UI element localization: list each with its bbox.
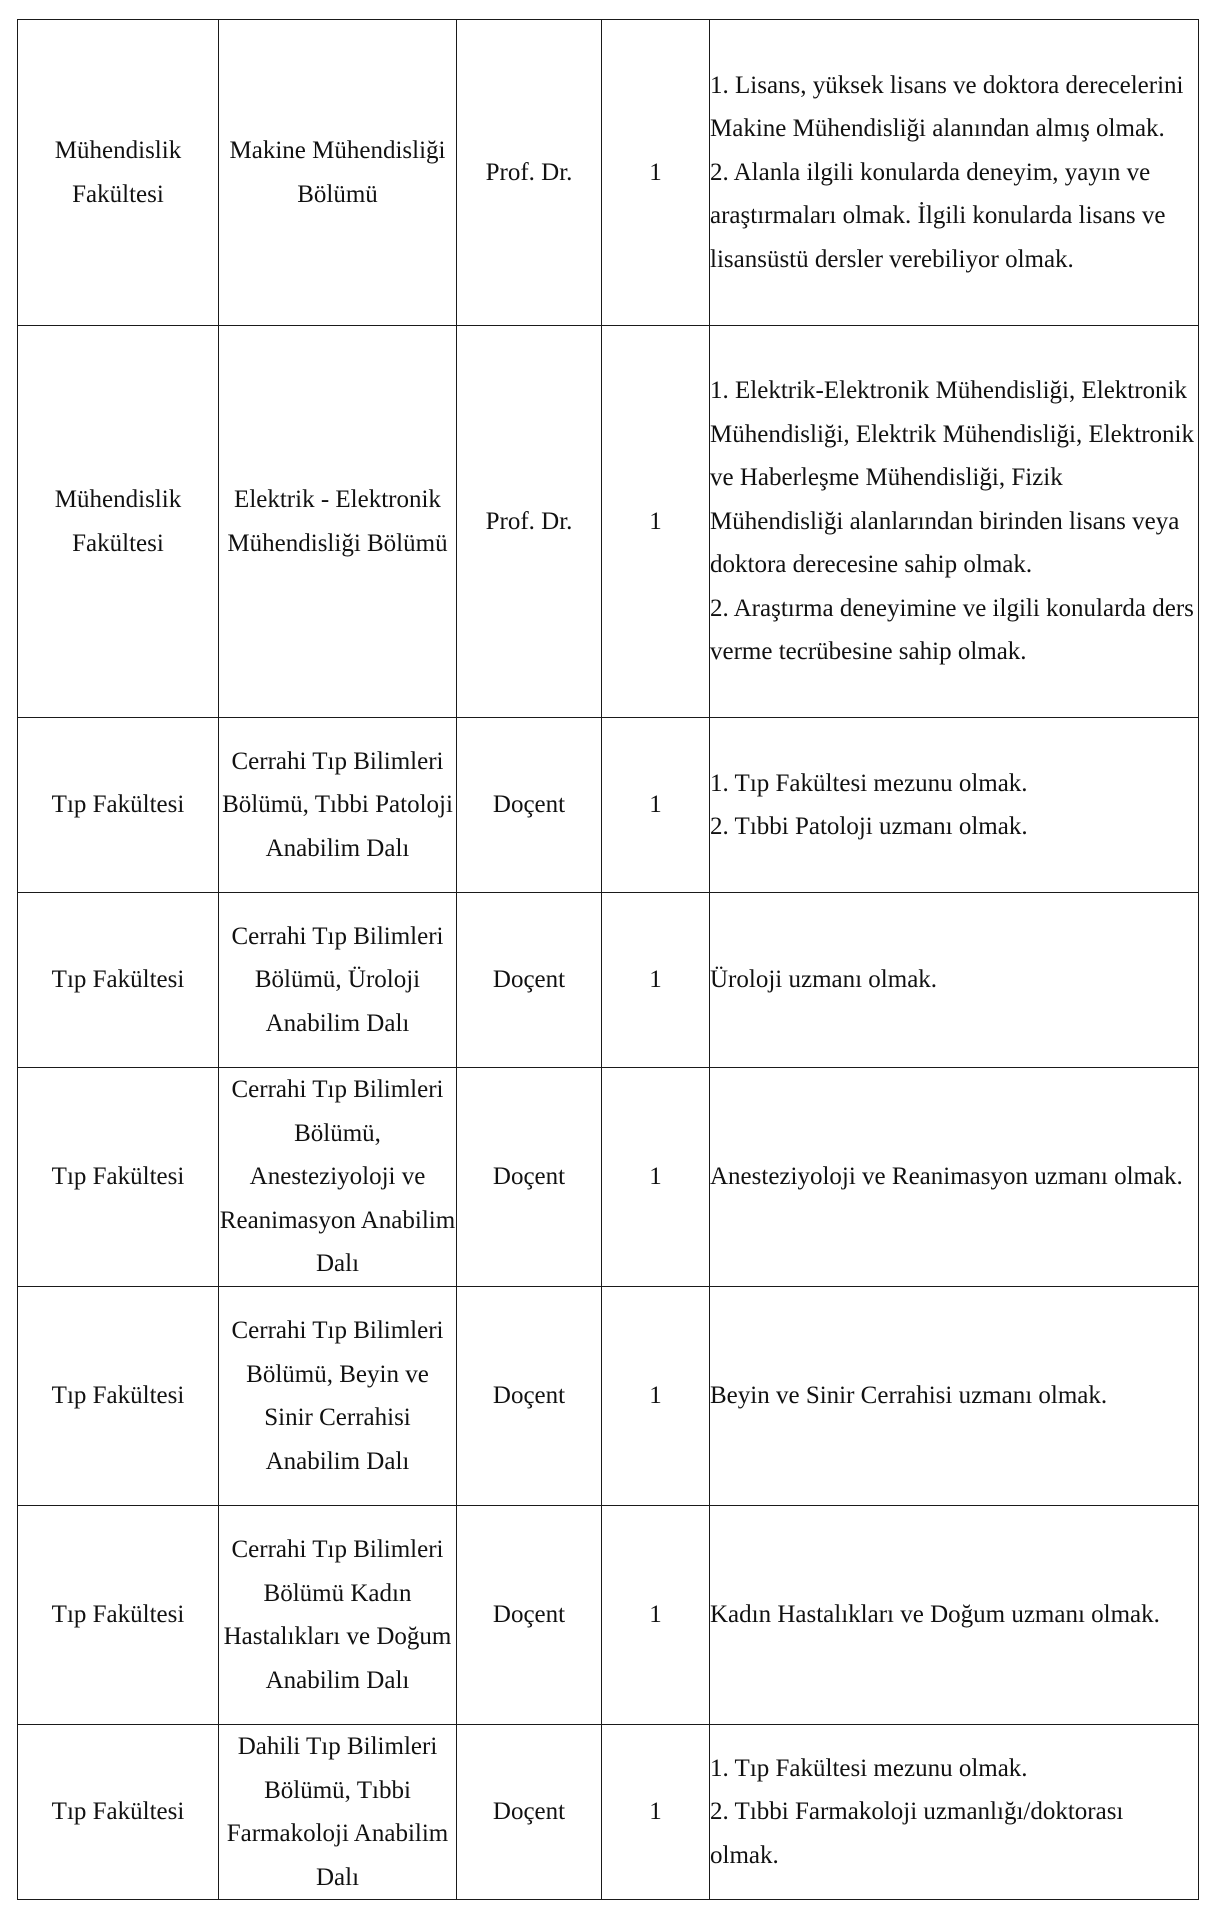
positions-table xyxy=(17,19,1199,1900)
table-row xyxy=(18,1068,1199,1287)
faculty-cell: Tıp Fakültesi xyxy=(18,1287,219,1506)
table-row xyxy=(18,20,1199,326)
table-row xyxy=(18,1725,1199,1900)
department-cell: Makine Mühendisliği Bölümü xyxy=(219,20,457,326)
academic-title-cell: Doçent xyxy=(457,1287,602,1506)
department-cell: Cerrahi Tıp Bilimleri Bölümü, Anesteziyoloji ve Reanimasyon Anabilim Dalı xyxy=(219,1068,457,1287)
department-cell: Elektrik - Elektronik Mühendisliği Bölümü xyxy=(219,326,457,718)
academic-title-cell: Doçent xyxy=(457,1068,602,1287)
requirements-cell: 1. Lisans, yüksek lisans ve doktora derecelerini Makine Mühendisliği alanından almış olmak. 2. Alanla ilgili konularda deneyim, yayın ve araştırmaları olmak. İlgili konularda lisans ve lisansüstü dersler verebiliyor olmak. xyxy=(710,20,1199,326)
position-count-cell: 1 xyxy=(602,1068,710,1287)
faculty-cell: Tıp Fakültesi xyxy=(18,1725,219,1900)
table-row xyxy=(18,326,1199,718)
table-row xyxy=(18,1287,1199,1506)
department-cell: Cerrahi Tıp Bilimleri Bölümü, Beyin ve Sinir Cerrahisi Anabilim Dalı xyxy=(219,1287,457,1506)
requirements-cell: 1. Tıp Fakültesi mezunu olmak. 2. Tıbbi Farmakoloji uzmanlığı/doktorası olmak. xyxy=(710,1725,1199,1900)
academic-title-cell: Doçent xyxy=(457,1725,602,1900)
position-count-cell: 1 xyxy=(602,1506,710,1725)
faculty-cell: Mühendislik Fakültesi xyxy=(18,326,219,718)
position-count-cell: 1 xyxy=(602,326,710,718)
academic-title-cell: Prof. Dr. xyxy=(457,326,602,718)
faculty-cell: Tıp Fakültesi xyxy=(18,718,219,893)
requirements-cell: Anesteziyoloji ve Reanimasyon uzmanı olmak. xyxy=(710,1068,1199,1287)
academic-title-cell: Doçent xyxy=(457,893,602,1068)
department-cell: Cerrahi Tıp Bilimleri Bölümü, Tıbbi Patoloji Anabilim Dalı xyxy=(219,718,457,893)
faculty-cell: Tıp Fakültesi xyxy=(18,1068,219,1287)
requirements-cell: Üroloji uzmanı olmak. xyxy=(710,893,1199,1068)
requirements-cell: 1. Tıp Fakültesi mezunu olmak. 2. Tıbbi Patoloji uzmanı olmak. xyxy=(710,718,1199,893)
position-count-cell: 1 xyxy=(602,893,710,1068)
position-count-cell: 1 xyxy=(602,718,710,893)
academic-title-cell: Doçent xyxy=(457,1506,602,1725)
position-count-cell: 1 xyxy=(602,1287,710,1506)
table-row xyxy=(18,893,1199,1068)
faculty-cell: Tıp Fakültesi xyxy=(18,1506,219,1725)
table-row xyxy=(18,1506,1199,1725)
department-cell: Cerrahi Tıp Bilimleri Bölümü Kadın Hastalıkları ve Doğum Anabilim Dalı xyxy=(219,1506,457,1725)
department-cell: Cerrahi Tıp Bilimleri Bölümü, Üroloji Anabilim Dalı xyxy=(219,893,457,1068)
position-count-cell: 1 xyxy=(602,1725,710,1900)
requirements-cell: Beyin ve Sinir Cerrahisi uzmanı olmak. xyxy=(710,1287,1199,1506)
department-cell: Dahili Tıp Bilimleri Bölümü, Tıbbi Farmakoloji Anabilim Dalı xyxy=(219,1725,457,1900)
faculty-cell: Mühendislik Fakültesi xyxy=(18,20,219,326)
faculty-cell: Tıp Fakültesi xyxy=(18,893,219,1068)
academic-title-cell: Prof. Dr. xyxy=(457,20,602,326)
academic-title-cell: Doçent xyxy=(457,718,602,893)
requirements-cell: 1. Elektrik-Elektronik Mühendisliği, Elektronik Mühendisliği, Elektrik Mühendisliği, Elektronik ve Haberleşme Mühendisliği, Fizik Mühendisliği alanlarından birinden lisans veya doktora derecesine sahip olmak. 2. Araştırma deneyimine ve ilgili konularda ders verme tecrübesine sahip olmak. xyxy=(710,326,1199,718)
table-row xyxy=(18,718,1199,893)
requirements-cell: Kadın Hastalıkları ve Doğum uzmanı olmak. xyxy=(710,1506,1199,1725)
position-count-cell: 1 xyxy=(602,20,710,326)
